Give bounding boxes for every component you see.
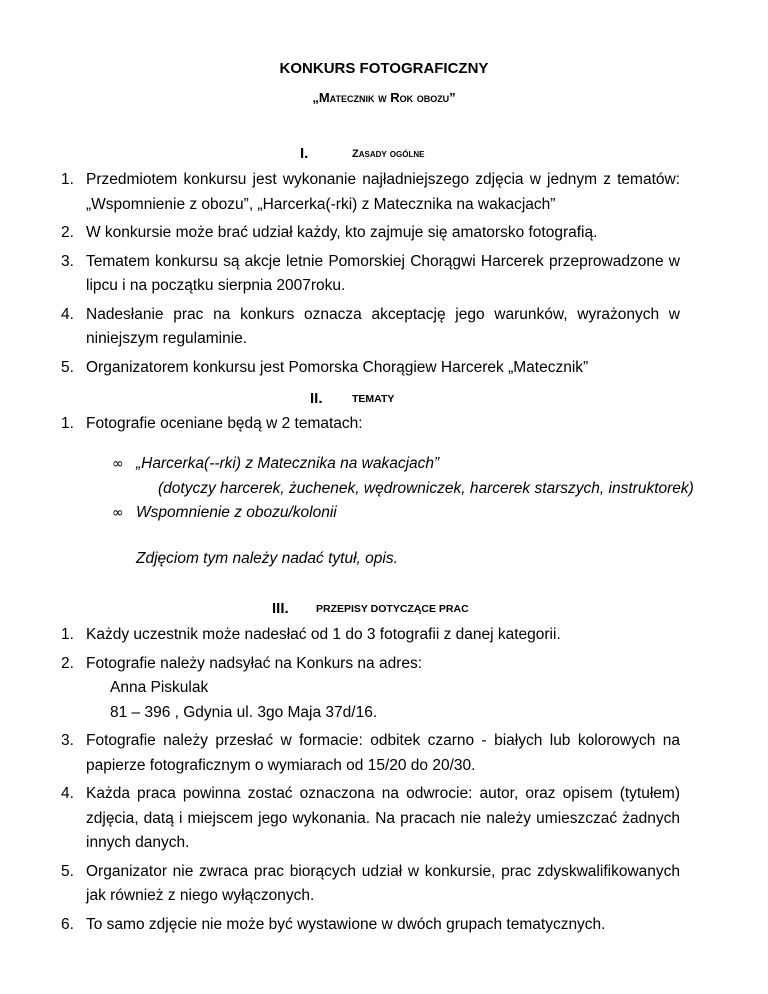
section-name: Zasady ogólne	[352, 148, 425, 160]
section-1-list	[61, 168, 680, 384]
themes-list	[112, 452, 696, 526]
document-subtitle: „Matecznik w Rok obozu”	[312, 90, 456, 105]
section-2-list	[61, 412, 680, 441]
address-name: Anna Piskulak	[110, 679, 209, 696]
list-item: 3. Tematem konkursu są akcje letnie Pomorskiej Chorągwi Harcerek przeprowadzone w lipcu i na początku sierpnia 2007roku.	[61, 252, 680, 294]
list-item: 3. Fotografie należy przesłać w formacie: odbitek czarno - białych lub kolorowych na papierze fotograficznym o wymiarach od 15/20 do 20/30.	[61, 732, 680, 774]
list-item: 1. Przedmiotem konkursu jest wykonanie najładniejszego zdjęcia w jednym z tematów: „Wspomnienie z obozu”, „Harcerka(-rki) z Matecznika na wakacjach”	[61, 171, 680, 213]
list-item: 2. Fotografie należy nadsyłać na Konkurs na adres: Anna Piskulak 81 – 396 , Gdynia ul. 3go Maja 37d/16.	[86, 652, 680, 726]
list-item: 6. To samo zdjęcie nie może być wystawione w dwóch grupach tematycznych.	[61, 915, 606, 933]
section-number: I.	[300, 145, 309, 162]
section-3-list	[61, 623, 680, 941]
section-heading-2	[0, 390, 768, 410]
infinity-bullet-icon: ∞	[112, 505, 124, 521]
list-item: 4. Każda praca powinna zostać oznaczona na odwrocie: autor, oraz opisem (tytułem) zdjęcia, datą i miejscem jego wykonania. Na pracach nie należy umieszczać żadnych innych danych.	[61, 785, 680, 851]
section-name: PRZEPISY DOTYCZĄCE PRAC	[316, 603, 469, 615]
section-heading-1	[0, 145, 768, 165]
infinity-bullet-icon: ∞	[112, 456, 124, 472]
section-number: III.	[272, 600, 289, 617]
themes-note: Zdjęciom tym należy nadać tytuł, opis.	[136, 550, 398, 567]
theme-description: (dotyczy harcerek, żuchenek, wędrowniczek, harcerek starszych, instruktorek)	[158, 479, 694, 497]
document-title: KONKURS FOTOGRAFICZNY	[279, 60, 489, 77]
list-item: 5. Organizatorem konkursu jest Pomorska Chorągiew Harcerek „Matecznik”	[61, 358, 589, 376]
theme-item: ∞ „Harcerka(--rki) z Matecznika na wakacjach”	[136, 452, 696, 477]
list-item: 1. Fotografie oceniane będą w 2 tematach:	[61, 415, 363, 432]
list-item: 4. Nadesłanie prac na konkurs oznacza akceptację jego warunków, wyrażonych w niniejszym regulaminie.	[61, 305, 680, 347]
theme-item: ∞ Wspomnienie z obozu/kolonii	[136, 501, 696, 526]
list-item: 2. W konkursie może brać udział każdy, kto zajmuje się amatorsko fotografią.	[61, 224, 598, 241]
section-name: TEMATY	[352, 393, 395, 405]
address-street: 81 – 396 , Gdynia ul. 3go Maja 37d/16.	[110, 703, 378, 721]
section-heading-3	[0, 600, 768, 620]
section-number: II.	[310, 390, 323, 407]
list-item: 1. Każdy uczestnik może nadesłać od 1 do 3 fotografii z danej kategorii.	[61, 626, 561, 643]
list-item: 5. Organizator nie zwraca prac biorących udział w konkursie, prac zdyskwalifikowanych jak również z niego wyłączonych.	[61, 862, 680, 904]
